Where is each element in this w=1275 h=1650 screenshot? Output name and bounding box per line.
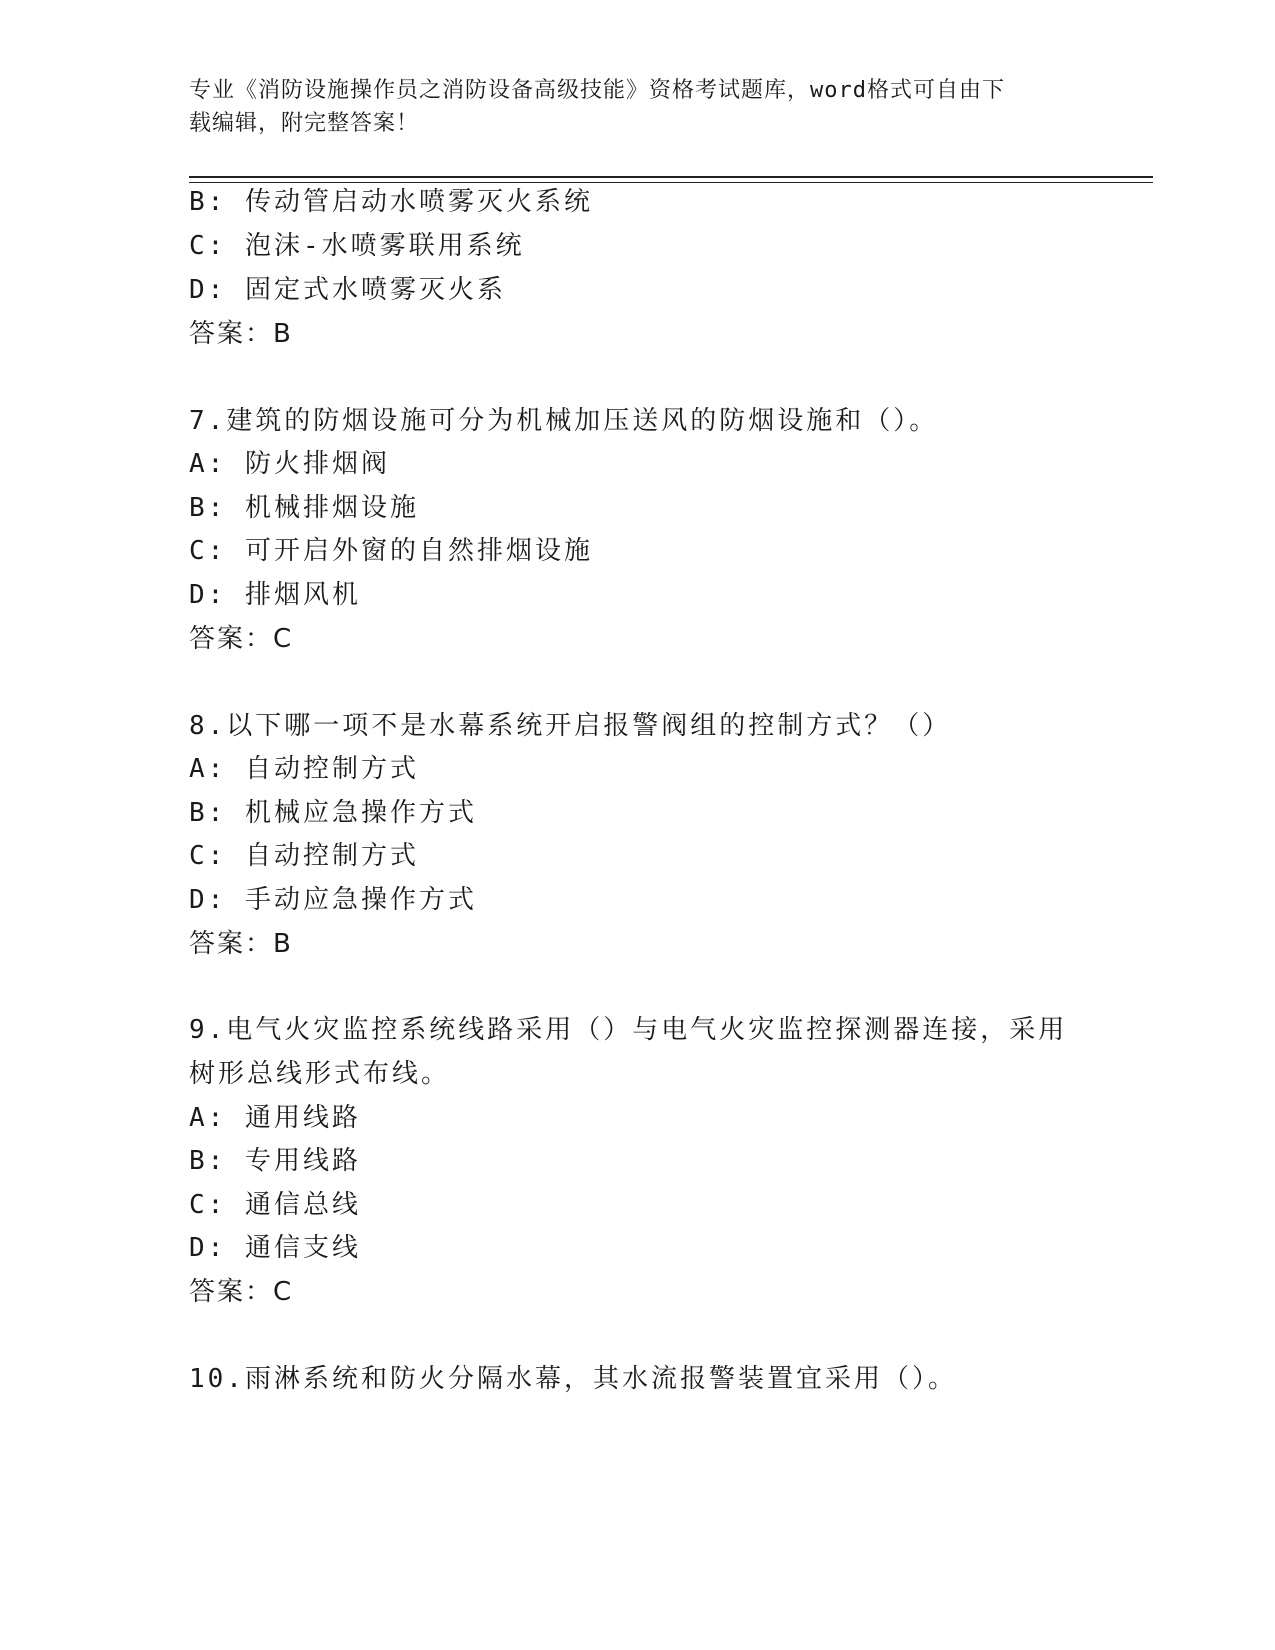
- header-line-1: 专业《消防设施操作员之消防设备高级技能》资格考试题库，word格式可自由下: [189, 78, 1005, 103]
- q8-answer: 答案：B: [189, 929, 293, 959]
- q8-option-a: A: 自动控制方式: [189, 754, 419, 784]
- header-rule-thin: [189, 182, 1153, 183]
- q9-option-a: A: 通用线路: [189, 1103, 361, 1133]
- q7-option-c: C: 可开启外窗的自然排烟设施: [189, 536, 593, 566]
- q9-question-line-2: 树形总线形式布线。: [189, 1059, 451, 1089]
- q9-question-line-1: 9.电气火灾监控系统线路采用（）与电气火灾监控探测器连接，采用: [189, 1015, 1068, 1045]
- q7-answer: 答案：C: [189, 624, 294, 654]
- q6-option-b: B: 传动管启动水喷雾灭火系统: [189, 187, 593, 217]
- q10-question: 10.雨淋系统和防火分隔水幕，其水流报警装置宜采用（）。: [189, 1364, 957, 1394]
- header-line-2: 载编辑，附完整答案！: [189, 111, 420, 136]
- q8-option-c: C: 自动控制方式: [189, 841, 419, 871]
- q8-option-d: D: 手动应急操作方式: [189, 885, 477, 915]
- q9-option-b: B: 专用线路: [189, 1146, 361, 1176]
- q9-option-c: C: 通信总线: [189, 1190, 361, 1220]
- q7-option-b: B: 机械排烟设施: [189, 493, 419, 523]
- q6-answer: 答案：B: [189, 319, 293, 349]
- q9-option-d: D: 通信支线: [189, 1233, 361, 1263]
- document-header: [189, 74, 1069, 140]
- q9-answer: 答案：C: [189, 1277, 294, 1307]
- q6-option-d: D: 固定式水喷雾灭火系: [189, 275, 506, 305]
- header-rule-thick: [189, 176, 1153, 178]
- q8-question: 8.以下哪一项不是水幕系统开启报警阀组的控制方式？（）: [189, 711, 952, 741]
- q7-option-d: D: 排烟风机: [189, 580, 361, 610]
- q8-option-b: B: 机械应急操作方式: [189, 798, 477, 828]
- q7-question: 7.建筑的防烟设施可分为机械加压送风的防烟设施和（）。: [189, 406, 939, 436]
- q6-option-c: C: 泡沫-水喷雾联用系统: [189, 231, 525, 261]
- q7-option-a: A: 防火排烟阀: [189, 449, 390, 479]
